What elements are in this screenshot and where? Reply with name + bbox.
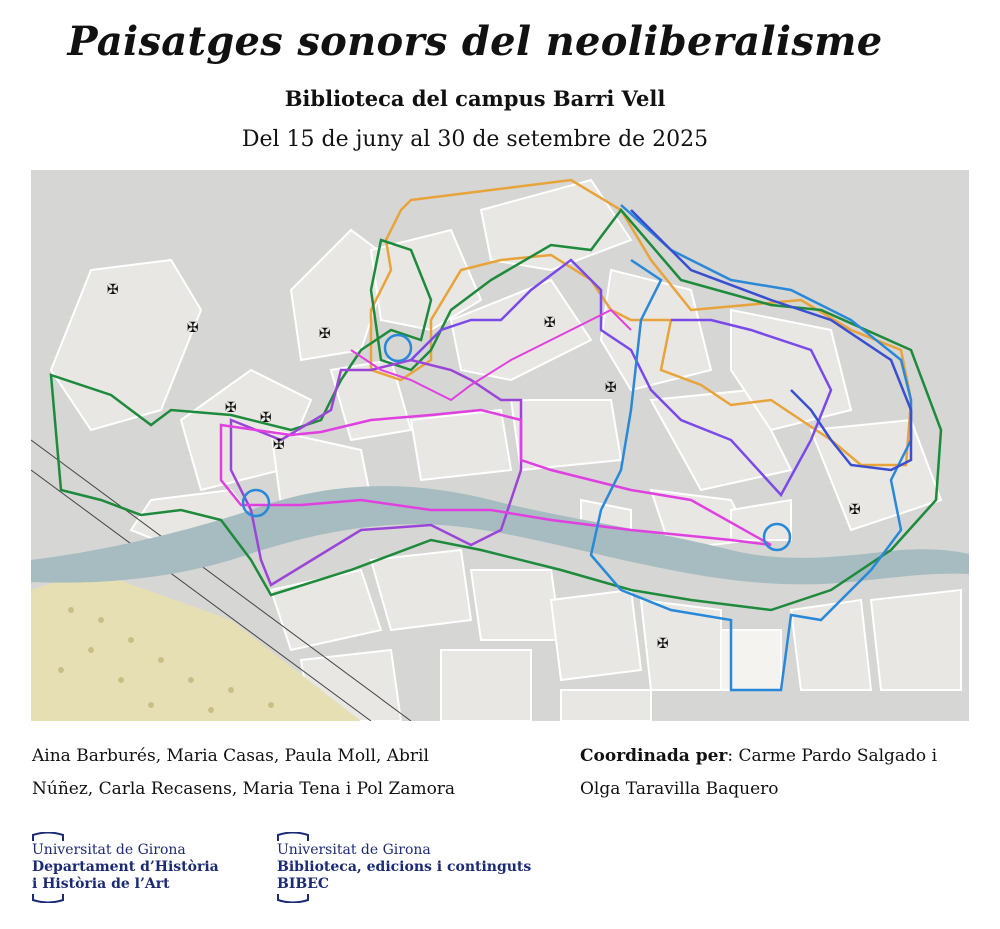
- authors-list: [32, 740, 532, 806]
- authors-line-1: Aina Barburés, Maria Casas, Paula Moll, Abril: [32, 746, 429, 766]
- authors-line-2: Núñez, Carla Recasens, Maria Tena i Pol Zamora: [32, 779, 456, 799]
- church-icon: ✠: [849, 502, 861, 518]
- logo-department: [32, 832, 219, 903]
- coordination-line-2: Olga Taravilla Baquero: [580, 779, 779, 799]
- coordinators-part-1: : Carme Pardo Salgado i: [727, 746, 938, 766]
- church-icon: ✠: [605, 380, 617, 396]
- church-icon: ✠: [657, 636, 669, 652]
- logo-bottom-bracket: [32, 893, 64, 903]
- exhibition-dates: Del 15 de juny al 30 de setembre de 2025: [241, 127, 709, 152]
- logo-top-bracket: [32, 832, 64, 842]
- logo-unit-line-2: i Història de l’Art: [32, 876, 170, 892]
- logo-bottom-bracket: [277, 893, 309, 903]
- logo-unit-line-1: Biblioteca, edicions i continguts: [277, 859, 532, 875]
- map-graphic: [31, 170, 969, 721]
- logo-top-bracket: [277, 832, 309, 842]
- logo-library: [277, 832, 531, 903]
- poster-subtitle: Biblioteca del campus Barri Vell: [284, 86, 666, 111]
- church-icon: ✠: [319, 326, 331, 342]
- city-map: [31, 170, 969, 721]
- logo-unit-line-2: BIBEC: [277, 876, 330, 892]
- coordinated-label: Coordinada per: [580, 746, 728, 766]
- church-icon: ✠: [107, 282, 119, 298]
- church-icon: ✠: [260, 410, 272, 426]
- coordination-line-1: [580, 740, 980, 773]
- coordination-credit: [580, 740, 980, 806]
- logo-unit-line-1: Departament d’Història: [32, 859, 219, 875]
- church-icon: ✠: [225, 400, 237, 416]
- logo-university: Universitat de Girona: [277, 842, 431, 858]
- church-icon: ✠: [273, 437, 285, 453]
- logo-university: Universitat de Girona: [32, 842, 186, 858]
- church-icon: ✠: [544, 315, 556, 331]
- poster-title: Paisatges sonors del neoliberalisme: [67, 18, 883, 65]
- church-icon: ✠: [187, 320, 199, 336]
